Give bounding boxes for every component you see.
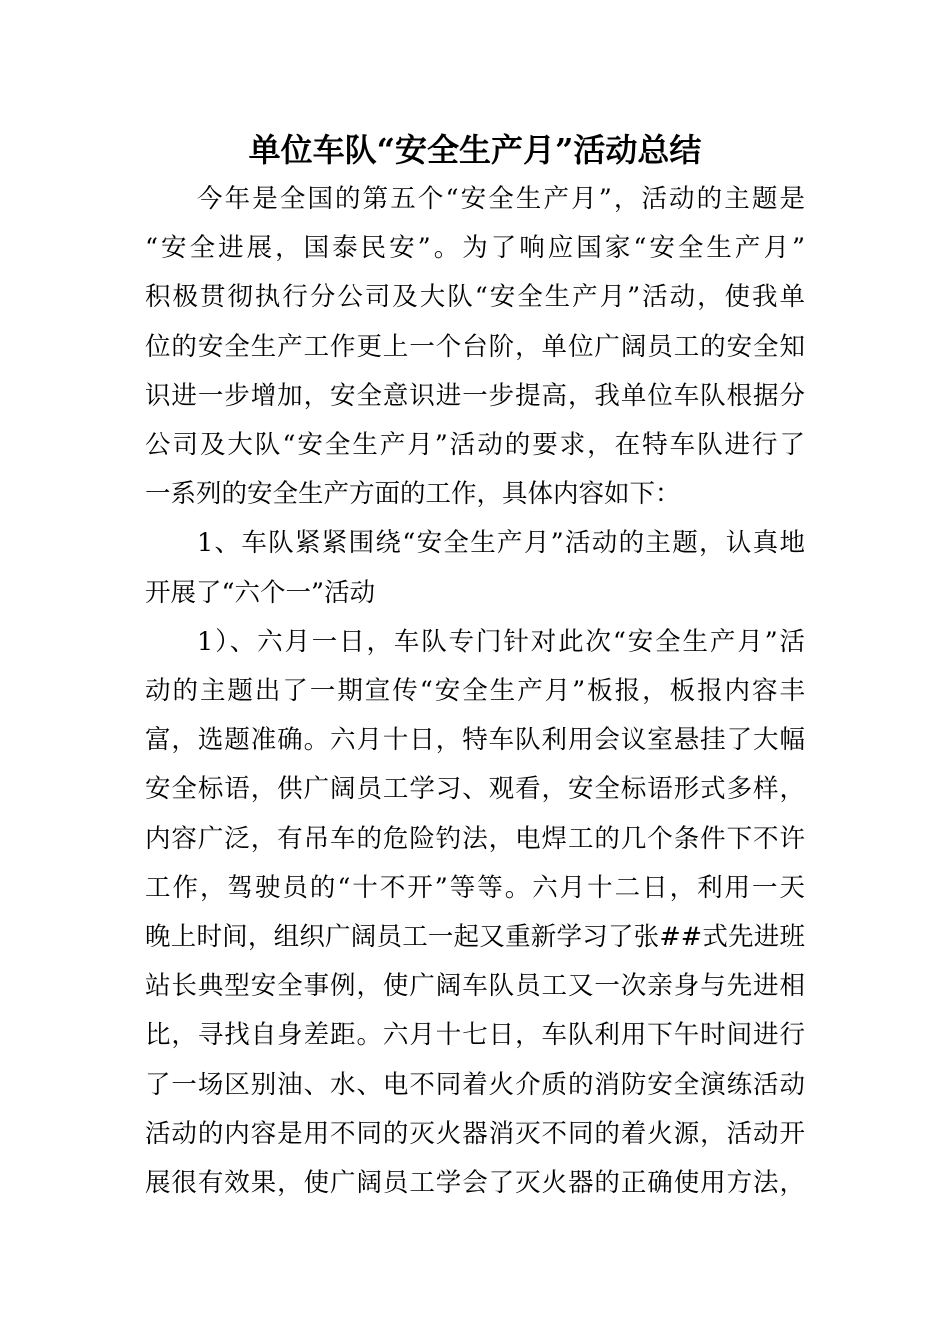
text-line: 开展了“六个一”活动 — [145, 577, 376, 608]
text-line: 富，选题准确。六月十日，特车队利用会议室悬挂了大幅 — [145, 725, 805, 756]
text-line: 内容广泛，有吊车的危险钓法，电焊工的几个条件下不许 — [145, 823, 805, 854]
text-line: 位的安全生产工作更上一个台阶，单位广阔员工的安全知 — [145, 331, 805, 362]
text-line: 1、车队紧紧围绕“安全生产月”活动的主题，认真地 — [197, 528, 805, 559]
paragraph-section-1-1 — [145, 618, 805, 1208]
text-line: 比，寻找自身差距。六月十七日，车队利用下午时间进行 — [145, 1020, 805, 1051]
text-line: “安全进展，国泰民安”。为了响应国家“安全生产月” — [145, 233, 805, 264]
text-line: 活动的内容是用不同的灭火器消灭不同的着火源，活动开 — [145, 1118, 805, 1149]
text-line: 今年是全国的第五个“安全生产月”，活动的主题是 — [197, 184, 805, 214]
text-line: 动的主题出了一期宣传“安全生产月”板报，板报内容丰 — [145, 676, 805, 707]
paragraph-intro — [145, 175, 805, 519]
text-line: 积极贯彻执行分公司及大队“安全生产月”活动，使我单 — [145, 282, 805, 313]
text-line: 工作，驾驶员的“十不开”等等。六月十二日，利用一天 — [145, 872, 805, 903]
text-line: 了一场区别油、水、电不同着火介质的消防安全演练活动 — [145, 1069, 805, 1100]
text-line: 公司及大队“安全生产月”活动的要求，在特车队进行了 — [145, 430, 805, 461]
document-title: 单位车队“安全生产月”活动总结 — [248, 131, 702, 169]
document-body — [145, 175, 805, 1208]
text-line: 识进一步增加，安全意识进一步提高，我单位车队根据分 — [145, 380, 805, 411]
text-line: 一系列的安全生产方面的工作，具体内容如下： — [145, 479, 681, 510]
text-line: 展很有效果，使广阔员工学会了灭火器的正确使用方法， — [145, 1168, 805, 1199]
text-line: 站长典型安全事例，使广阔车队员工又一次亲身与先进相 — [145, 971, 805, 1002]
text-line: 安全标语，供广阔员工学习、观看，安全标语形式多样， — [145, 774, 805, 805]
text-line: 1）、六月一日，车队专门针对此次“安全生产月”活 — [197, 626, 805, 657]
text-line: 晚上时间，组织广阔员工一起又重新学习了张##式先进班 — [145, 922, 805, 953]
paragraph-section-1 — [145, 519, 805, 617]
